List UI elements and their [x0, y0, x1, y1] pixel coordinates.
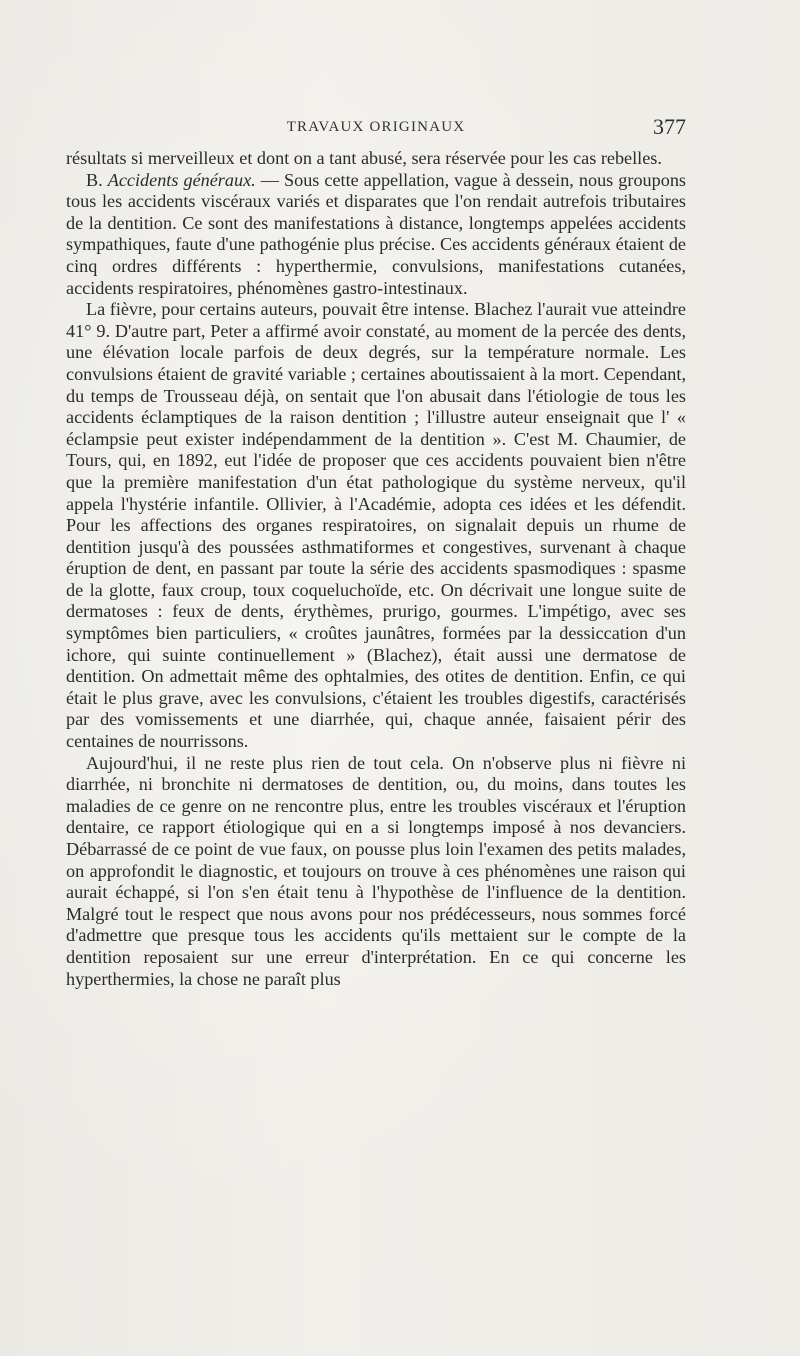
running-head: TRAVAUX ORIGINAUX — [286, 119, 466, 135]
section-title: Accidents généraux. — [107, 169, 256, 190]
paragraph-text: — Sous cette appellation, vague à dessein, nous groupons tous les accidents viscéraux variés et disparates que l'on rendait autrefois tributaires de la dentition. Ce sont des manifestations à distance, longtemps appelées accidents sympathiques, faute d'une pathogénie plus précise. Ces accidents généraux étaient de cinq ordres différents : hyperthermie, convulsions, manifestations cutanées, accidents respiratoires, phénomènes gastro-intestinaux. — [66, 169, 686, 298]
paragraph: résultats si merveilleux et dont on a tant abusé, sera réservée pour les cas rebelles. — [66, 148, 662, 168]
section-letter: B. — [86, 169, 103, 190]
paragraph: Aujourd'hui, il ne reste plus rien de tout cela. On n'observe plus ni fièvre ni diarrhée, ni bronchite ni dermatoses de dentition, ou, du moins, dans toutes les maladies de ce genre on ne rencontre plus, entre les troubles viscéraux et l'éruption dentaire, ce rapport étiologique qui en a si longtemps imposé à nos devanciers. Débarrassé de ce point de vue faux, on pousse plus loin l'examen des petits malades, on approfondit le diagnostic, et toujours on trouve à ces phénomènes une raison qui aurait échappé, si l'on s'en était tenu à l'hypothèse de l'influence de la dentition. Malgré tout le respect que nous avons pour nos prédécesseurs, nous sommes forcé d'admettre que presque tous les accidents qu'ils mettaient sur le compte de la dentition reposaient sur une erreur d'interprétation. En ce qui concerne les hyperthermies, la chose ne paraît plus — [66, 752, 686, 989]
page-number: 377 — [653, 114, 686, 139]
paragraph: La fièvre, pour certains auteurs, pouvait être intense. Blachez l'aurait vue atteindre 41° 9. D'autre part, Peter a affirmé avoir constaté, au moment de la percée des dents, une élévation locale parfois de deux degrés, sur la température normale. Les convulsions étaient de gravité variable ; certaines aboutissaient à la mort. Cependant, du temps de Trousseau déjà, on sentait que l'on abusait dans l'étiologie de tous les accidents éclamptiques de la raison dentition ; l'illustre auteur enseignait que l' « éclampsie peut exister indépendamment de la dentition ». C'est M. Chaumier, de Tours, qui, en 1892, eut l'idée de proposer que ces accidents pouvaient bien n'être que la première manifestation d'un état pathologique du système nerveux, qu'il appela l'hystérie infantile. Ollivier, à l'Académie, adopta ces idées et les défendit. Pour les affections des organes respiratoires, on signalait depuis un rhume de dentition jusqu'à des poussées asthmatiformes et congestives, survenant à chaque éruption de dent, en passant par toute la série des accidents spasmodiques : spasme de la glotte, faux croup, toux coqueluchoïde, etc. On décrivait une longue suite de dermatoses : feux de dents, érythèmes, prurigo, gourmes. L'impétigo, avec ses symptômes bien particuliers, « croûtes jaunâtres, formées par la dessiccation d'un ichore, qui suinte continuellement » (Blachez), était aussi une dermatose de dentition. On admettait même des ophtalmies, des otites de dentition. Enfin, ce qui était le plus grave, avec les convulsions, c'étaient les troubles digestifs, caractérisés par des vomissements et une diarrhée, qui, chaque année, faisaient périr des centaines de nourrissons. — [66, 299, 686, 752]
paragraph — [66, 170, 686, 300]
page-header — [66, 114, 686, 140]
body-text — [66, 148, 686, 990]
